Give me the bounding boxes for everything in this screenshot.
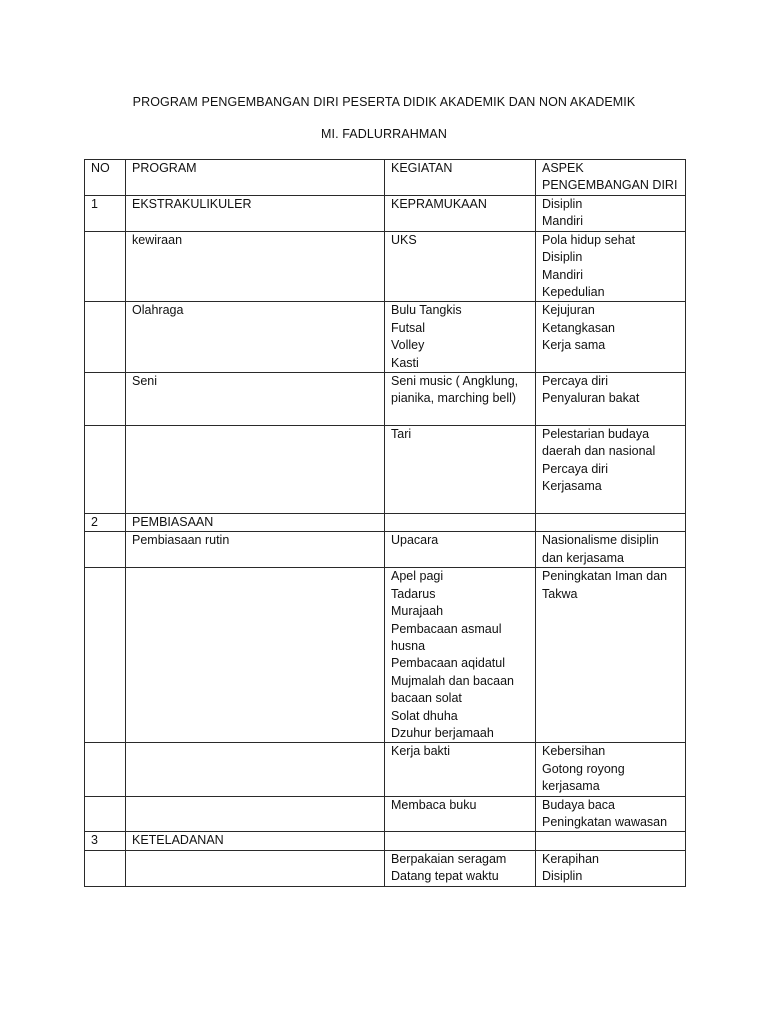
table-cell-no	[85, 373, 126, 426]
table-cell-kegiatan	[385, 850, 536, 886]
table-cell-aspek	[536, 568, 686, 743]
cell-text-line: Peningkatan Iman dan	[542, 569, 668, 584]
document-title: PROGRAM PENGEMBANGAN DIRI PESERTA DIDIK AKADEMIK DAN NON AKADEMIK	[132, 95, 636, 109]
cell-text-line: KETELADANAN	[132, 833, 224, 848]
cell-text-line: Pelestarian budaya	[542, 427, 650, 442]
program-table-body	[85, 160, 686, 887]
cell-text-line: Pola hidup sehat	[542, 232, 636, 247]
cell-text-line: 3	[91, 833, 98, 848]
table-cell-no	[85, 850, 126, 886]
cell-text-line: bacaan solat	[391, 691, 462, 706]
cell-text-line: Tari	[391, 427, 412, 442]
table-cell-no	[85, 195, 126, 231]
cell-text-line: Pembacaan asmaul	[391, 621, 502, 636]
table-cell-kegiatan	[385, 373, 536, 426]
table-cell-program	[126, 426, 385, 514]
cell-text-line: kerjasama	[542, 779, 600, 794]
cell-text-line: Apel pagi	[391, 569, 444, 584]
cell-text-line: Membaca buku	[391, 797, 477, 812]
cell-text-line: Dzuhur berjamaah	[391, 725, 494, 740]
table-cell-no	[85, 302, 126, 373]
table-row	[85, 850, 686, 886]
table-cell-program	[126, 302, 385, 373]
table-cell-program	[126, 796, 385, 832]
table-cell-no	[85, 514, 126, 532]
cell-text-line: Nasionalisme disiplin	[542, 533, 659, 548]
cell-text-line: Kebersihan	[542, 744, 606, 759]
cell-text-line: Seni	[132, 374, 158, 389]
cell-text-line: KEPRAMUKAAN	[391, 196, 487, 211]
cell-text-line: Olahraga	[132, 303, 184, 318]
table-row	[85, 195, 686, 231]
header-kegiatan: KEGIATAN	[385, 160, 536, 196]
table-cell-aspek	[536, 796, 686, 832]
cell-text-line: EKSTRAKULIKULER	[132, 196, 252, 211]
cell-text-line: Budaya baca	[542, 797, 615, 812]
table-cell-aspek	[536, 850, 686, 886]
cell-text-line: Pembacaan aqidatul	[391, 656, 505, 671]
table-row	[85, 302, 686, 373]
cell-text-line: Kerja bakti	[391, 744, 451, 759]
cell-text-line: Kepedulian	[542, 285, 605, 300]
table-cell-aspek	[536, 302, 686, 373]
cell-text-line: pianika, marching bell)	[391, 391, 517, 406]
table-row	[85, 514, 686, 532]
cell-text-line: PEMBIASAAN	[132, 515, 214, 530]
table-row	[85, 568, 686, 743]
table-cell-aspek	[536, 231, 686, 302]
header-no: NO	[85, 160, 126, 196]
cell-text-line: Murajaah	[391, 604, 444, 619]
cell-text-line: dan kerjasama	[542, 550, 624, 565]
cell-text-line: husna	[391, 638, 426, 653]
table-cell-kegiatan	[385, 426, 536, 514]
header-program: PROGRAM	[126, 160, 385, 196]
cell-text-line: Percaya diri	[542, 461, 608, 476]
table-row	[85, 373, 686, 426]
table-row	[85, 426, 686, 514]
table-cell-kegiatan	[385, 514, 536, 532]
cell-text-line: Pembiasaan rutin	[132, 533, 230, 548]
cell-text-line: daerah dan nasional	[542, 444, 656, 459]
table-cell-program	[126, 231, 385, 302]
table-cell-aspek	[536, 832, 686, 850]
cell-text-line: Peningkatan wawasan	[542, 814, 668, 829]
table-cell-program	[126, 195, 385, 231]
document-subtitle: MI. FADLURRAHMAN	[321, 127, 447, 141]
table-cell-program	[126, 532, 385, 568]
table-cell-program	[126, 568, 385, 743]
table-cell-aspek	[536, 426, 686, 514]
table-row	[85, 231, 686, 302]
table-cell-kegiatan	[385, 832, 536, 850]
cell-text-line: Tadarus	[391, 586, 436, 601]
cell-text-line: Volley	[391, 338, 425, 353]
cell-text-line: Seni music ( Angklung,	[391, 374, 519, 389]
cell-text-line: 1	[91, 196, 98, 211]
cell-text-line: Ketangkasan	[542, 320, 615, 335]
table-cell-program	[126, 373, 385, 426]
cell-text-line: Disiplin	[542, 869, 583, 884]
cell-text-line: Mandiri	[542, 267, 583, 282]
table-cell-no	[85, 832, 126, 850]
table-row	[85, 796, 686, 832]
cell-text-line: Penyaluran bakat	[542, 391, 640, 406]
table-header-row	[85, 160, 686, 196]
table-cell-kegiatan	[385, 743, 536, 796]
program-table	[84, 159, 686, 887]
cell-text-line: Mandiri	[542, 214, 583, 229]
cell-text-line: Percaya diri	[542, 374, 608, 389]
table-cell-aspek	[536, 514, 686, 532]
cell-text-line: UKS	[391, 232, 417, 247]
table-cell-program	[126, 743, 385, 796]
cell-text-line: Disiplin	[542, 250, 583, 265]
cell-text-line: Upacara	[391, 533, 439, 548]
cell-text-line: Datang tepat waktu	[391, 869, 499, 884]
table-cell-no	[85, 532, 126, 568]
table-cell-program	[126, 850, 385, 886]
cell-text-line: Futsal	[391, 320, 426, 335]
table-row	[85, 832, 686, 850]
cell-text-line: Kerja sama	[542, 338, 606, 353]
cell-text-line: Kejujuran	[542, 303, 595, 318]
table-cell-program	[126, 832, 385, 850]
table-cell-kegiatan	[385, 231, 536, 302]
table-cell-no	[85, 231, 126, 302]
cell-text-line: Kerjasama	[542, 479, 602, 494]
table-cell-no	[85, 743, 126, 796]
table-cell-no	[85, 426, 126, 514]
table-cell-kegiatan	[385, 796, 536, 832]
table-cell-no	[85, 796, 126, 832]
table-cell-kegiatan	[385, 195, 536, 231]
cell-text-line: kewiraan	[132, 232, 183, 247]
cell-text-line: Solat dhuha	[391, 708, 458, 723]
table-row	[85, 532, 686, 568]
table-cell-kegiatan	[385, 568, 536, 743]
cell-text-line: Mujmalah dan bacaan	[391, 673, 514, 688]
cell-text-line: Kerapihan	[542, 851, 599, 866]
cell-text-line: Gotong royong	[542, 761, 625, 776]
table-cell-no	[85, 568, 126, 743]
cell-text-line: 2	[91, 515, 98, 530]
header-aspek: ASPEK PENGEMBANGAN DIRI	[536, 160, 686, 196]
table-cell-program	[126, 514, 385, 532]
cell-text-line: Berpakaian seragam	[391, 851, 507, 866]
table-cell-kegiatan	[385, 532, 536, 568]
cell-text-line: Takwa	[542, 586, 578, 601]
cell-text-line: Kasti	[391, 355, 419, 370]
table-cell-aspek	[536, 373, 686, 426]
table-cell-aspek	[536, 195, 686, 231]
table-row	[85, 743, 686, 796]
table-cell-aspek	[536, 532, 686, 568]
cell-text-line: Bulu Tangkis	[391, 303, 462, 318]
cell-text-line: Disiplin	[542, 196, 583, 211]
table-cell-kegiatan	[385, 302, 536, 373]
table-cell-aspek	[536, 743, 686, 796]
